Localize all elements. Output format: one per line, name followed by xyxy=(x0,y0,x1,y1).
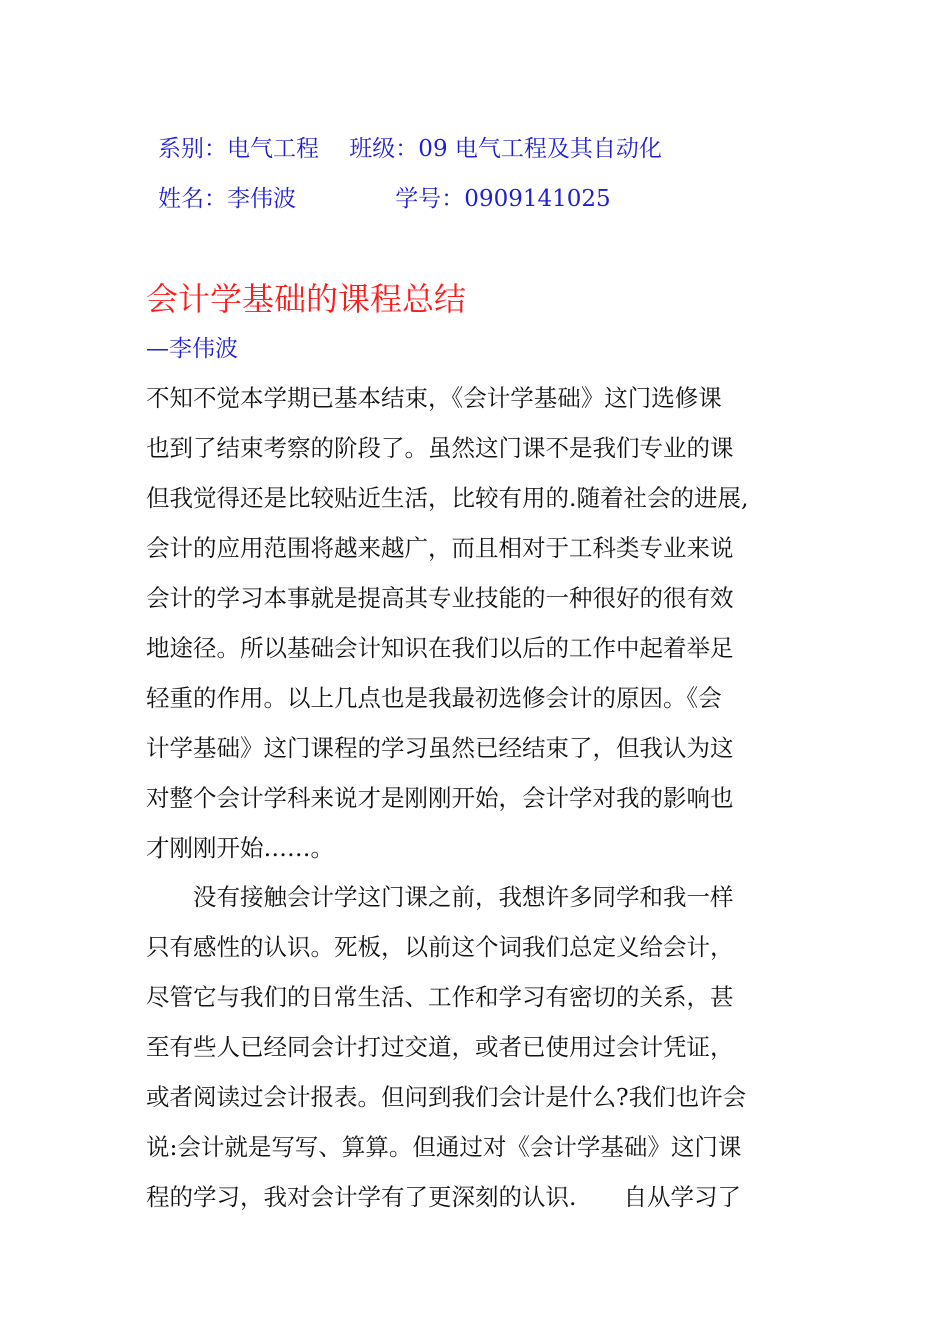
text-line: 至有些人已经同会计打过交道，或者已使用过会计凭证， xyxy=(146,1033,734,1061)
paragraph-2 xyxy=(146,882,810,1232)
text-line: 只有感性的认识。死板，以前这个词我们总定义给会计， xyxy=(146,933,734,961)
header-name-student-id: 姓名：李伟波 学号：0909141025 xyxy=(158,186,611,212)
text-line: 没有接触会计学这门课之前，我想许多同学和我一样 xyxy=(146,883,734,911)
text-line: 也到了结束考察的阶段了。虽然这门课不是我们专业的课 xyxy=(146,434,734,462)
text-line: 对整个会计学科来说才是刚刚开始，会计学对我的影响也 xyxy=(146,784,734,812)
paragraph-1 xyxy=(146,383,810,883)
text-line: 程的学习，我对会计学有了更深刻的认识. 自从学习了 xyxy=(146,1183,741,1211)
document-title: 会计学基础的课程总结 xyxy=(146,280,467,318)
text-line: 尽管它与我们的日常生活、工作和学习有密切的关系，甚 xyxy=(146,983,734,1011)
author-byline: —李伟波 xyxy=(146,336,238,362)
text-line: 但我觉得还是比较贴近生活，比较有用的.随着社会的进展, xyxy=(146,484,749,512)
text-line: 会计的应用范围将越来越广，而且相对于工科类专业来说 xyxy=(146,534,734,562)
text-line: 才刚刚开始……。 xyxy=(146,834,334,862)
text-line: 或者阅读过会计报表。但问到我们会计是什么?我们也许会 xyxy=(146,1083,747,1111)
text-line: 地途径。所以基础会计知识在我们以后的工作中起着举足 xyxy=(146,634,734,662)
text-line: 会计的学习本事就是提高其专业技能的一种很好的很有效 xyxy=(146,584,734,612)
text-line: 轻重的作用。以上几点也是我最初选修会计的原因。《会 xyxy=(146,684,722,712)
text-line: 计学基础》这门课程的学习虽然已经结束了，但我认为这 xyxy=(146,734,734,762)
text-line: 说:会计就是写写、算算。但通过对《会计学基础》这门课 xyxy=(146,1133,742,1161)
text-line: 不知不觉本学期已基本结束，《会计学基础》这门选修课 xyxy=(146,384,722,412)
header-department-class: 系别：电气工程 班级：09 电气工程及其自动化 xyxy=(158,136,662,162)
